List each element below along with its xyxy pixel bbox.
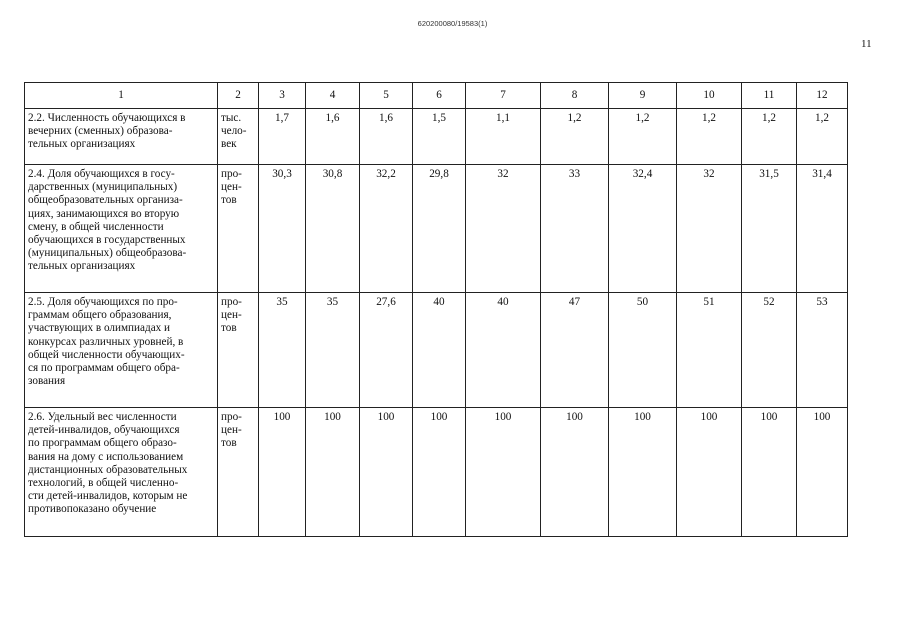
value-cell: 32 [677, 165, 742, 293]
value-cell: 100 [742, 408, 797, 537]
indicator-name-line: по программам общего образо- [28, 437, 177, 450]
value-cell: 100 [609, 408, 677, 537]
unit-of-measure [218, 109, 259, 165]
value-cell: 100 [797, 408, 848, 537]
unit-of-measure [218, 293, 259, 408]
indicator-name [25, 165, 218, 293]
unit-line: тов [221, 194, 237, 207]
indicator-name-line: вечерних (сменных) образова- [28, 125, 173, 138]
value-cell: 1,2 [677, 109, 742, 165]
indicator-name-line: циях, занимающихся во вторую [28, 207, 180, 220]
page-number: 11 [861, 38, 872, 50]
value-cell: 1,6 [360, 109, 413, 165]
value-cell: 1,2 [541, 109, 609, 165]
unit-line: про- [221, 411, 242, 423]
unit-line: цен- [221, 424, 242, 437]
value-cell: 40 [466, 293, 541, 408]
column-header-3: 3 [259, 83, 306, 109]
indicator-name-line: дистанционных образовательных [28, 463, 188, 476]
value-cell: 100 [259, 408, 306, 537]
indicator-name-line: 2.4. Доля обучающихся в госу- [28, 168, 175, 180]
unit-line: тов [221, 437, 237, 450]
indicator-name-line: граммам общего образования, [28, 309, 172, 322]
indicator-name-line: обучающихся в государственных [28, 234, 186, 247]
column-header-8: 8 [541, 83, 609, 109]
table-row [25, 293, 848, 408]
indicator-name-line: противопоказано обучение [28, 503, 157, 516]
column-header-4: 4 [306, 83, 360, 109]
value-cell: 1,6 [306, 109, 360, 165]
indicator-name-line: тельных организациях [28, 260, 136, 273]
indicators-table [24, 82, 848, 537]
value-cell: 100 [306, 408, 360, 537]
column-header-5: 5 [360, 83, 413, 109]
indicator-name-line: 2.2. Численность обучающихся в [28, 112, 186, 124]
value-cell: 47 [541, 293, 609, 408]
value-cell: 30,3 [259, 165, 306, 293]
indicator-name-line: ся по программам общего обра- [28, 362, 180, 375]
value-cell: 31,5 [742, 165, 797, 293]
unit-line: цен- [221, 309, 242, 322]
column-header-12: 12 [797, 83, 848, 109]
value-cell: 52 [742, 293, 797, 408]
value-cell: 29,8 [413, 165, 466, 293]
indicator-name-line: участвующих в олимпиадах и [28, 322, 171, 335]
indicator-name-line: (муниципальных) общеобразова- [28, 247, 187, 260]
indicator-name-line: дарственных (муниципальных) [28, 181, 178, 194]
value-cell: 32,4 [609, 165, 677, 293]
indicator-name-line: 2.6. Удельный вес численности [28, 411, 177, 423]
value-cell: 100 [677, 408, 742, 537]
indicator-name-line: смену, в общей численности [28, 220, 164, 233]
value-cell: 32,2 [360, 165, 413, 293]
unit-line: про- [221, 296, 242, 308]
column-header-2: 2 [218, 83, 259, 109]
value-cell: 1,1 [466, 109, 541, 165]
indicator-name-line: технологий, в общей численно- [28, 477, 179, 490]
column-header-11: 11 [742, 83, 797, 109]
value-cell: 1,2 [609, 109, 677, 165]
value-cell: 51 [677, 293, 742, 408]
indicator-name-line: общеобразовательных организа- [28, 194, 183, 207]
indicator-name [25, 293, 218, 408]
indicator-name-line: тельных организациях [28, 138, 136, 151]
value-cell: 1,2 [797, 109, 848, 165]
document-number: 620200080/19583(1) [417, 19, 488, 28]
indicator-name-line: 2.5. Доля обучающихся по про- [28, 296, 178, 308]
value-cell: 1,5 [413, 109, 466, 165]
value-cell: 100 [360, 408, 413, 537]
unit-line: тыс. [221, 112, 242, 124]
column-header-10: 10 [677, 83, 742, 109]
indicator-name [25, 408, 218, 537]
column-header-7: 7 [466, 83, 541, 109]
value-cell: 40 [413, 293, 466, 408]
value-cell: 32 [466, 165, 541, 293]
value-cell: 50 [609, 293, 677, 408]
indicator-name [25, 109, 218, 165]
column-header-6: 6 [413, 83, 466, 109]
indicator-name-line: вания на дому с использованием [28, 450, 184, 463]
value-cell: 100 [466, 408, 541, 537]
unit-line: тов [221, 322, 237, 335]
unit-line: цен- [221, 181, 242, 194]
indicator-name-line: конкурсах различных уровней, в [28, 335, 184, 348]
value-cell: 53 [797, 293, 848, 408]
indicator-name-line: детей-инвалидов, обучающихся [28, 424, 180, 437]
column-header-1: 1 [25, 83, 218, 109]
column-header-9: 9 [609, 83, 677, 109]
value-cell: 1,7 [259, 109, 306, 165]
header-row [25, 83, 848, 109]
table-row [25, 408, 848, 537]
value-cell: 27,6 [360, 293, 413, 408]
value-cell: 35 [306, 293, 360, 408]
value-cell: 31,4 [797, 165, 848, 293]
table-row [25, 165, 848, 293]
unit-of-measure [218, 408, 259, 537]
unit-line: век [221, 138, 237, 151]
value-cell: 1,2 [742, 109, 797, 165]
indicator-name-line: сти детей-инвалидов, которым не [28, 490, 188, 503]
table-row [25, 109, 848, 165]
unit-line: про- [221, 168, 242, 180]
value-cell: 100 [541, 408, 609, 537]
value-cell: 33 [541, 165, 609, 293]
indicator-name-line: общей численности обучающих- [28, 348, 185, 361]
unit-line: чело- [221, 125, 247, 138]
value-cell: 30,8 [306, 165, 360, 293]
indicator-name-line: зования [28, 375, 66, 388]
unit-of-measure [218, 165, 259, 293]
value-cell: 100 [413, 408, 466, 537]
value-cell: 35 [259, 293, 306, 408]
